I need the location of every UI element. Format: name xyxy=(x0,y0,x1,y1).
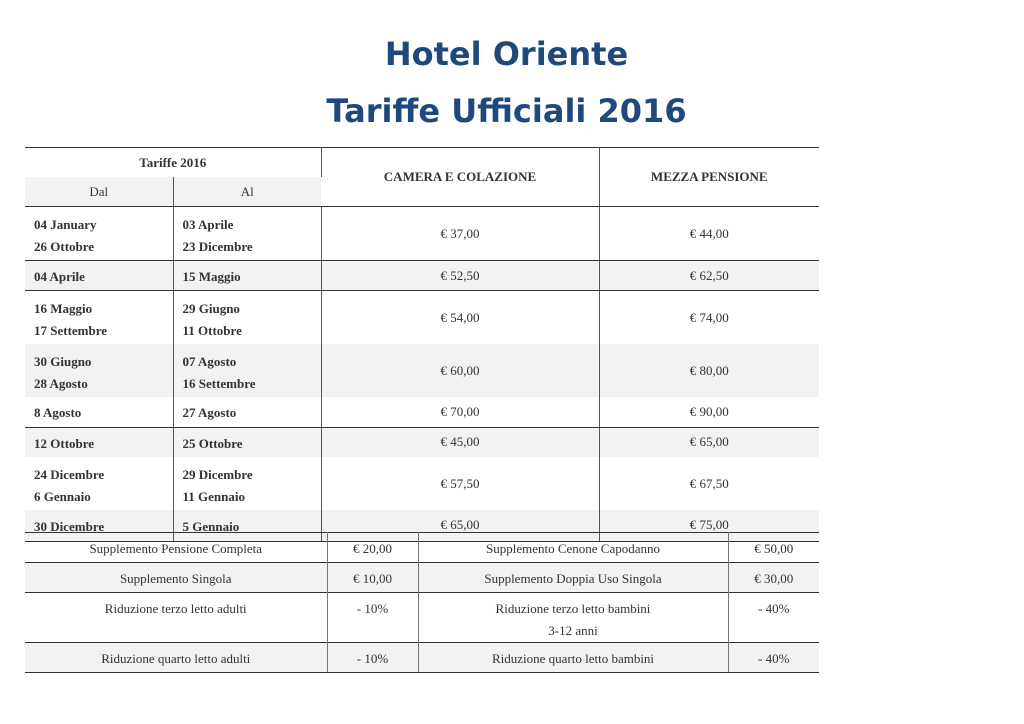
supplement-label xyxy=(418,563,728,593)
price-half-board: € 65,00 xyxy=(599,427,819,457)
cell-from xyxy=(25,207,173,261)
supplement-label xyxy=(25,533,327,563)
page-subtitle: Tariffe Ufficiali 2016 xyxy=(326,92,687,130)
rate-row xyxy=(25,261,819,291)
rate-row xyxy=(25,344,819,397)
price-bed-breakfast: € 37,00 xyxy=(321,207,599,261)
from-date: 24 Dicembre xyxy=(34,467,105,482)
hotel-title: Hotel Oriente xyxy=(384,35,629,73)
to-date: 23 Dicembre xyxy=(182,239,253,254)
supplement-value xyxy=(327,563,418,593)
supplement-value-text: - 10% xyxy=(356,601,389,616)
supplement-value xyxy=(327,533,418,563)
supplement-label-note: 3-12 anni xyxy=(548,623,598,638)
price-bed-breakfast: € 70,00 xyxy=(321,397,599,427)
rates-group-header: Tariffe 2016 xyxy=(25,148,321,178)
from-date: 12 Ottobre xyxy=(34,435,95,451)
supplement-value-text: € 30,00 xyxy=(754,571,794,586)
from-date: 8 Agosto xyxy=(34,405,82,421)
cell-to xyxy=(173,457,321,510)
cell-to xyxy=(173,427,321,457)
to-date: 11 Ottobre xyxy=(182,323,242,338)
supplement-label xyxy=(25,643,327,673)
supplement-value xyxy=(728,593,819,643)
rates-table xyxy=(25,147,819,542)
rate-rows xyxy=(25,207,819,542)
supplement-value-text: - 40% xyxy=(758,601,790,616)
supplement-label xyxy=(418,533,728,563)
to-date: 27 Agosto xyxy=(182,405,237,421)
cell-from xyxy=(25,344,173,397)
price-half-board: € 90,00 xyxy=(599,397,819,427)
price-bed-breakfast: € 52,50 xyxy=(321,261,599,291)
supplement-label xyxy=(418,643,728,673)
cell-from xyxy=(25,457,173,510)
from-date: 6 Gennaio xyxy=(34,489,91,504)
to-date: 5 Gennaio xyxy=(182,518,240,534)
cell-from xyxy=(25,291,173,345)
cell-from xyxy=(25,427,173,457)
to-date: 15 Maggio xyxy=(182,269,241,284)
price-bed-breakfast: € 60,00 xyxy=(321,344,599,397)
supplement-value-text: - 10% xyxy=(356,651,389,666)
to-date: 11 Gennaio xyxy=(182,489,245,504)
supplement-rows xyxy=(25,533,819,673)
supplement-row xyxy=(25,593,819,643)
from-date: 28 Agosto xyxy=(34,376,88,391)
price-half-board: € 74,00 xyxy=(689,309,729,325)
cell-to xyxy=(173,397,321,427)
from-date: 04 Aprile xyxy=(34,269,85,284)
to-date: 29 Dicembre xyxy=(182,467,253,482)
price-bed-breakfast: € 54,00 xyxy=(321,291,599,345)
from-date: 30 Giugno xyxy=(34,354,92,369)
supplement-value-text: € 10,00 xyxy=(353,571,392,586)
price-bed-breakfast: € 57,50 xyxy=(321,457,599,510)
supplement-label-text: Riduzione terzo letto bambini xyxy=(495,601,651,616)
supplement-value xyxy=(728,563,819,593)
supplement-label xyxy=(418,593,728,643)
supplement-label-text: Supplemento Pensione Completa xyxy=(89,541,263,556)
from-date: 16 Maggio xyxy=(34,301,93,316)
supplement-label-text: Riduzione quarto letto adulti xyxy=(101,651,251,666)
supplements-table xyxy=(25,532,819,673)
cell-from xyxy=(25,397,173,427)
from-date: 30 Dicembre xyxy=(34,518,105,534)
supplement-label-text: Riduzione terzo letto adulti xyxy=(104,601,247,616)
supplement-value-text: € 50,00 xyxy=(754,541,794,556)
rate-row xyxy=(25,291,819,345)
supplement-label-text: Supplemento Cenone Capodanno xyxy=(485,541,661,556)
cell-from xyxy=(25,261,173,291)
to-date: 25 Ottobre xyxy=(182,435,243,451)
col-header-bb: CAMERA E COLAZIONE xyxy=(321,148,599,207)
rate-row xyxy=(25,427,819,457)
from-date: 26 Ottobre xyxy=(34,239,95,254)
price-bed-breakfast: € 65,00 xyxy=(321,510,599,541)
rate-row xyxy=(25,457,819,510)
to-date: 07 Agosto xyxy=(182,354,237,369)
supplement-value-text: € 20,00 xyxy=(353,541,392,556)
col-header-hb: MEZZA PENSIONE xyxy=(599,148,819,207)
price-half-board: € 44,00 xyxy=(599,207,819,261)
rate-row xyxy=(25,207,819,261)
supplement-row xyxy=(25,643,819,673)
cell-to xyxy=(173,291,321,345)
price-bed-breakfast: € 45,00 xyxy=(321,427,599,457)
supplement-value xyxy=(728,533,819,563)
supplement-label-text: Supplemento Doppia Uso Singola xyxy=(484,571,662,586)
supplement-row xyxy=(25,563,819,593)
col-header-to: Al xyxy=(173,177,321,207)
supplement-label xyxy=(25,563,327,593)
price-half-board: € 75,00 xyxy=(599,510,819,541)
from-date: 04 January xyxy=(34,217,97,232)
rate-row xyxy=(25,397,819,427)
supplement-label xyxy=(25,593,327,643)
supplement-label-text: Supplemento Singola xyxy=(119,571,232,586)
supplement-value xyxy=(327,643,418,673)
price-half-board: € 67,50 xyxy=(689,475,729,491)
cell-to xyxy=(173,207,321,261)
to-date: 29 Giugno xyxy=(182,301,240,316)
supplement-value xyxy=(728,643,819,673)
supplement-row xyxy=(25,533,819,563)
from-date: 17 Settembre xyxy=(34,323,108,338)
price-half-board: € 62,50 xyxy=(599,261,819,291)
cell-to xyxy=(173,344,321,397)
supplement-value xyxy=(327,593,418,643)
col-header-from: Dal xyxy=(25,177,173,207)
to-date: 16 Settembre xyxy=(182,376,256,391)
supplement-value-text: - 40% xyxy=(758,651,790,666)
supplement-label-text: Riduzione quarto letto bambini xyxy=(491,651,655,666)
cell-to xyxy=(173,261,321,291)
to-date: 03 Aprile xyxy=(182,217,234,232)
price-half-board: € 80,00 xyxy=(599,344,819,397)
